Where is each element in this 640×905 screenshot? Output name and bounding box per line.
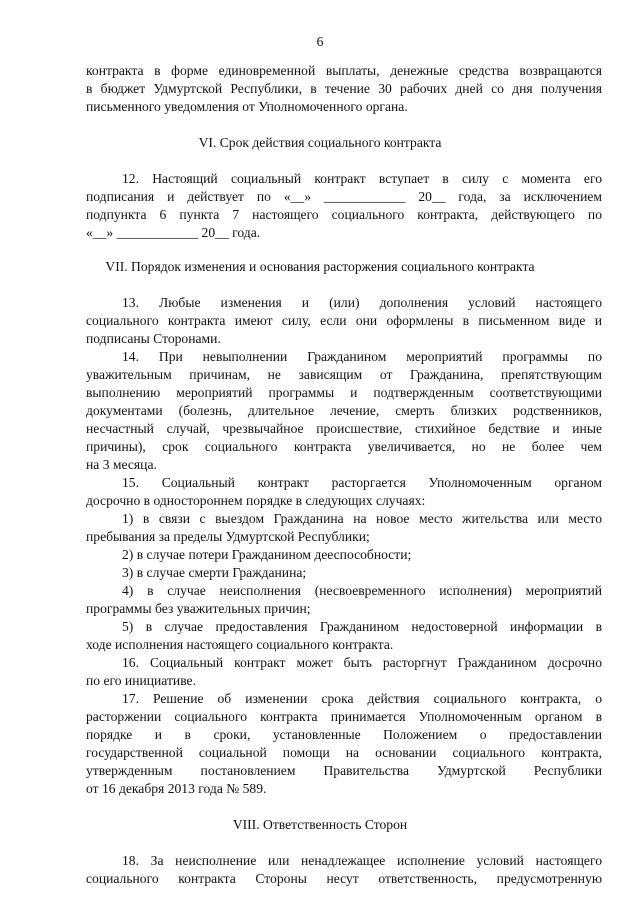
paragraph-line: подпункта 6 пункта 7 настоящего социального контракта, действующего по: [86, 207, 602, 222]
paragraph-line: программы без уважительных причин;: [86, 601, 311, 616]
section-heading: VIII. Ответственность Сторон: [232, 817, 408, 832]
paragraph-line: подписания и действует по «__» ____________ 20__ года, за исключением: [86, 189, 602, 204]
list-item: 5) в случае предоставления Гражданином недостоверной информации в: [122, 619, 602, 634]
paragraph-line: 12. Настоящий социальный контракт вступает в силу с момента его: [122, 171, 602, 186]
paragraph-line: утвержденным постановлением Правительства Удмуртской Республики: [86, 763, 602, 778]
page-number: 6: [316, 34, 324, 49]
paragraph-line: по его инициативе.: [86, 673, 196, 688]
list-item: 1) в связи с выездом Гражданина на новое место жительства или место: [122, 511, 602, 526]
list-item: 4) в случае неисполнения (несвоевременного исполнения) мероприятий: [122, 583, 602, 598]
paragraph-line: порядке и в сроки, установленные Положением о предоставлении: [86, 727, 602, 742]
section-heading: VII. Порядок изменения и основания расторжения социального контракта: [105, 259, 535, 274]
paragraph-line: письменного уведомления от Уполномоченного органа.: [86, 99, 408, 114]
paragraph-line: социального контракта Стороны несут ответственность, предусмотренную: [86, 871, 602, 886]
paragraph-line: уважительным причинам, не зависящим от Гражданина, препятствующим: [86, 367, 602, 382]
paragraph-line: несчастный случай, чрезвычайное происшествие, стихийное бедствие и иные: [86, 421, 602, 436]
paragraph-line: причины), срок социального контракта увеличивается, но не более чем: [86, 439, 602, 454]
paragraph-line: 17. Решение об изменении срока действия социального контракта, о: [122, 691, 602, 706]
paragraph-line: на 3 месяца.: [86, 457, 157, 472]
paragraph-line: 15. Социальный контракт расторгается Уполномоченным органом: [122, 475, 602, 490]
paragraph-line: 14. При невыполнении Гражданином мероприятий программы по: [122, 349, 602, 364]
list-item: 2) в случае потери Гражданином дееспособности;: [122, 547, 412, 562]
paragraph-line: «__» ____________ 20__ года.: [86, 225, 261, 240]
paragraph-line: в бюджет Удмуртской Республики, в течение 30 рабочих дней со дня получения: [86, 81, 602, 96]
paragraph-line: 16. Социальный контракт может быть расторгнут Гражданином досрочно: [122, 655, 602, 670]
paragraph-line: ходе исполнения настоящего социального контракта.: [86, 637, 394, 652]
paragraph-line: досрочно в одностороннем порядке в следующих случаях:: [86, 493, 426, 508]
paragraph-line: выполнению мероприятий программы и подтвержденным соответствующими: [86, 385, 602, 400]
paragraph-line: от 16 декабря 2013 года № 589.: [86, 781, 267, 796]
paragraph-line: пребывания за пределы Удмуртской Республики;: [86, 529, 370, 544]
paragraph-line: расторжении социального контракта принимается Уполномоченным органом в: [86, 709, 602, 724]
paragraph-line: документами (болезнь, длительное лечение, смерть близких родственников,: [86, 403, 602, 418]
paragraph-line: 13. Любые изменения и (или) дополнения условий настоящего: [122, 295, 602, 310]
section-heading: VI. Срок действия социального контракта: [198, 135, 442, 150]
paragraph-line: социального контракта имеют силу, если они оформлены в письменном виде и: [86, 313, 602, 328]
list-item: 3) в случае смерти Гражданина;: [122, 565, 307, 580]
paragraph-line: подписаны Сторонами.: [86, 331, 221, 346]
paragraph-line: государственной социальной помощи на основании социального контракта,: [86, 745, 602, 760]
paragraph-line: 18. За неисполнение или ненадлежащее исполнение условий настоящего: [122, 853, 602, 868]
paragraph-line: контракта в форме единовременной выплаты, денежные средства возвращаются: [86, 63, 602, 78]
